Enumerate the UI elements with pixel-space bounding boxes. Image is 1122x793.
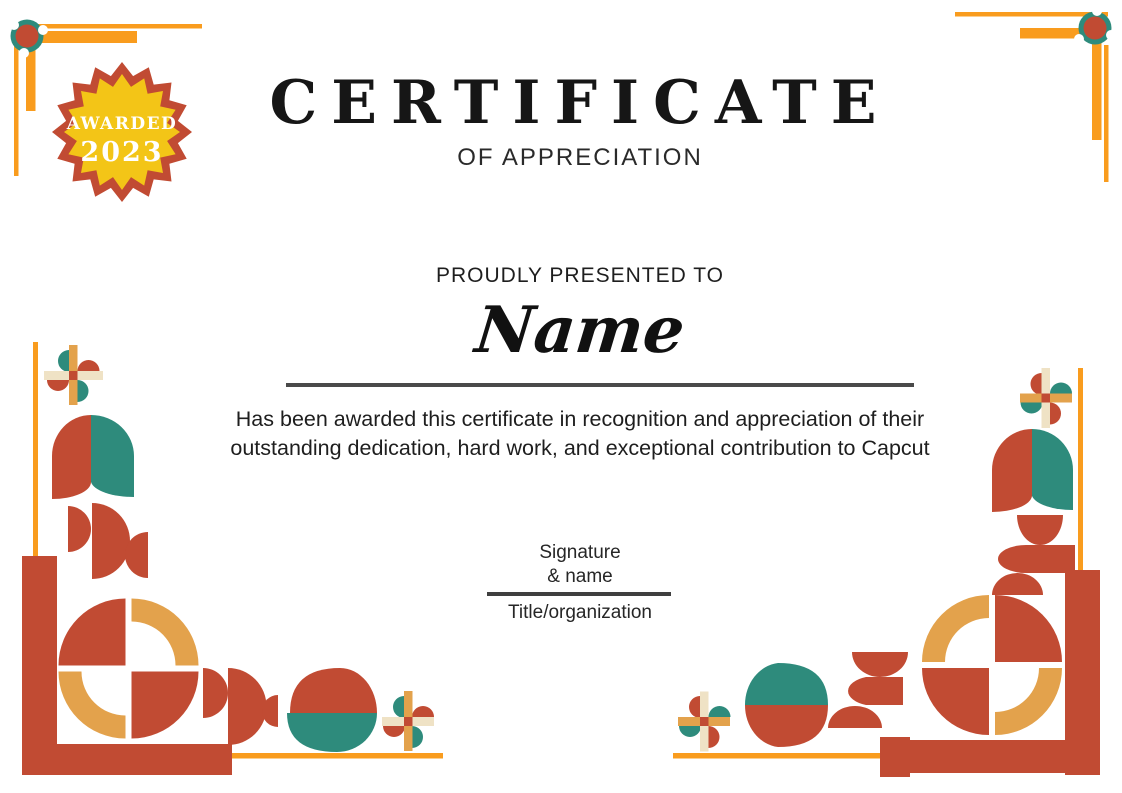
pinwheel-flower-icon (44, 345, 103, 405)
stacked-half-circles (992, 515, 1075, 595)
tulip-leaves-icon (992, 429, 1073, 512)
geometric-decoration-bottom-right (660, 330, 1122, 793)
leaf-pair-icon (745, 663, 828, 747)
quartered-circle-icon (922, 595, 1062, 735)
certificate-subtitle: OF APPRECIATION (457, 144, 703, 171)
appreciation-body-text: Has been awarded this certificate in recognition and appreciation of their outstanding dedication, hard work, and exceptional contribution to Capcut (230, 407, 930, 460)
baseline-rule-right (673, 753, 885, 759)
leaf-pair-icon (287, 668, 377, 752)
pinwheel-flower-icon (382, 691, 434, 751)
badge-line2: 2023 (80, 137, 164, 168)
signature-underline (487, 592, 671, 596)
stem-line-v (33, 342, 38, 556)
award-badge (50, 60, 194, 204)
tulip-leaves-icon (52, 415, 134, 499)
corner-bar-thick-h (32, 31, 137, 43)
badge-line1: AWARDED (66, 114, 178, 134)
certificate-title: CERTIFICATE (269, 68, 891, 138)
title-organization-label: Title/organization (508, 602, 652, 623)
corner-bar-thick-v (1092, 38, 1102, 140)
pinwheel-icon (1074, 6, 1116, 45)
corner-line-thin-v (14, 33, 19, 176)
baseline-rule-left (232, 753, 443, 759)
half-circle-row (68, 503, 148, 579)
name-label: & name (547, 566, 613, 587)
stem-line-v (1078, 368, 1083, 570)
recipient-name: Name (471, 293, 689, 368)
signature-label: Signature (539, 542, 621, 563)
pinwheel-flower-icon (678, 692, 731, 752)
quartered-circle-icon (59, 599, 199, 739)
corner-l-block (22, 556, 232, 775)
corner-l-block (880, 570, 1100, 777)
pinwheel-flower-icon (1020, 368, 1072, 428)
corner-line-thin-v (1104, 45, 1109, 182)
presented-to-label: PROUDLY PRESENTED TO (435, 264, 725, 287)
stacked-half-circles (828, 652, 908, 728)
half-circle-cluster (203, 668, 278, 745)
geometric-decoration-bottom-left (0, 330, 460, 793)
